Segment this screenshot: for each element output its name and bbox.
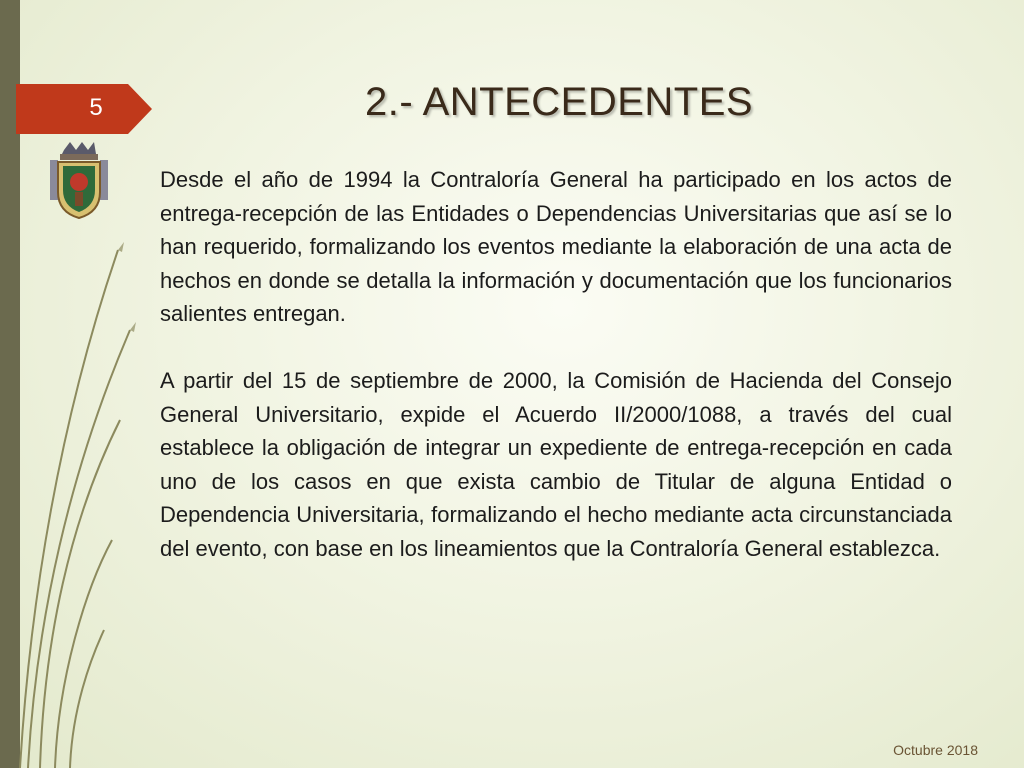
slide-number: 5 <box>89 94 103 121</box>
university-seal-icon <box>46 140 112 220</box>
slide-title: 2.- ANTECEDENTES <box>365 80 754 124</box>
paragraph-antecedentes-1994: Desde el año de 1994 la Contraloría General ha participado en los actos de entrega-recepción de las Entidades o Dependencias Universitarias que así se lo han requerido, formalizando los eventos mediante la elaboración de una acta de hechos en donde se detalla la información y documentación que los funcionarios salientes entregan. <box>160 167 952 326</box>
footer-date: Octubre 2018 <box>893 742 978 758</box>
slide-number-tab <box>16 84 152 134</box>
slide-body <box>160 163 952 565</box>
paragraph-antecedentes-2000: A partir del 15 de septiembre de 2000, la Comisión de Hacienda del Consejo General Universitario, expide el Acuerdo II/2000/1088, a través del cual establece la obligación de integrar un expediente de entrega-recepción en cada uno de los casos en que exista cambio de Titular de alguna Entidad o Dependencia Universitaria, formalizando el hecho mediante acta circunstanciada del evento, con base en los lineamientos que la Contraloría General establezca. <box>160 368 952 561</box>
